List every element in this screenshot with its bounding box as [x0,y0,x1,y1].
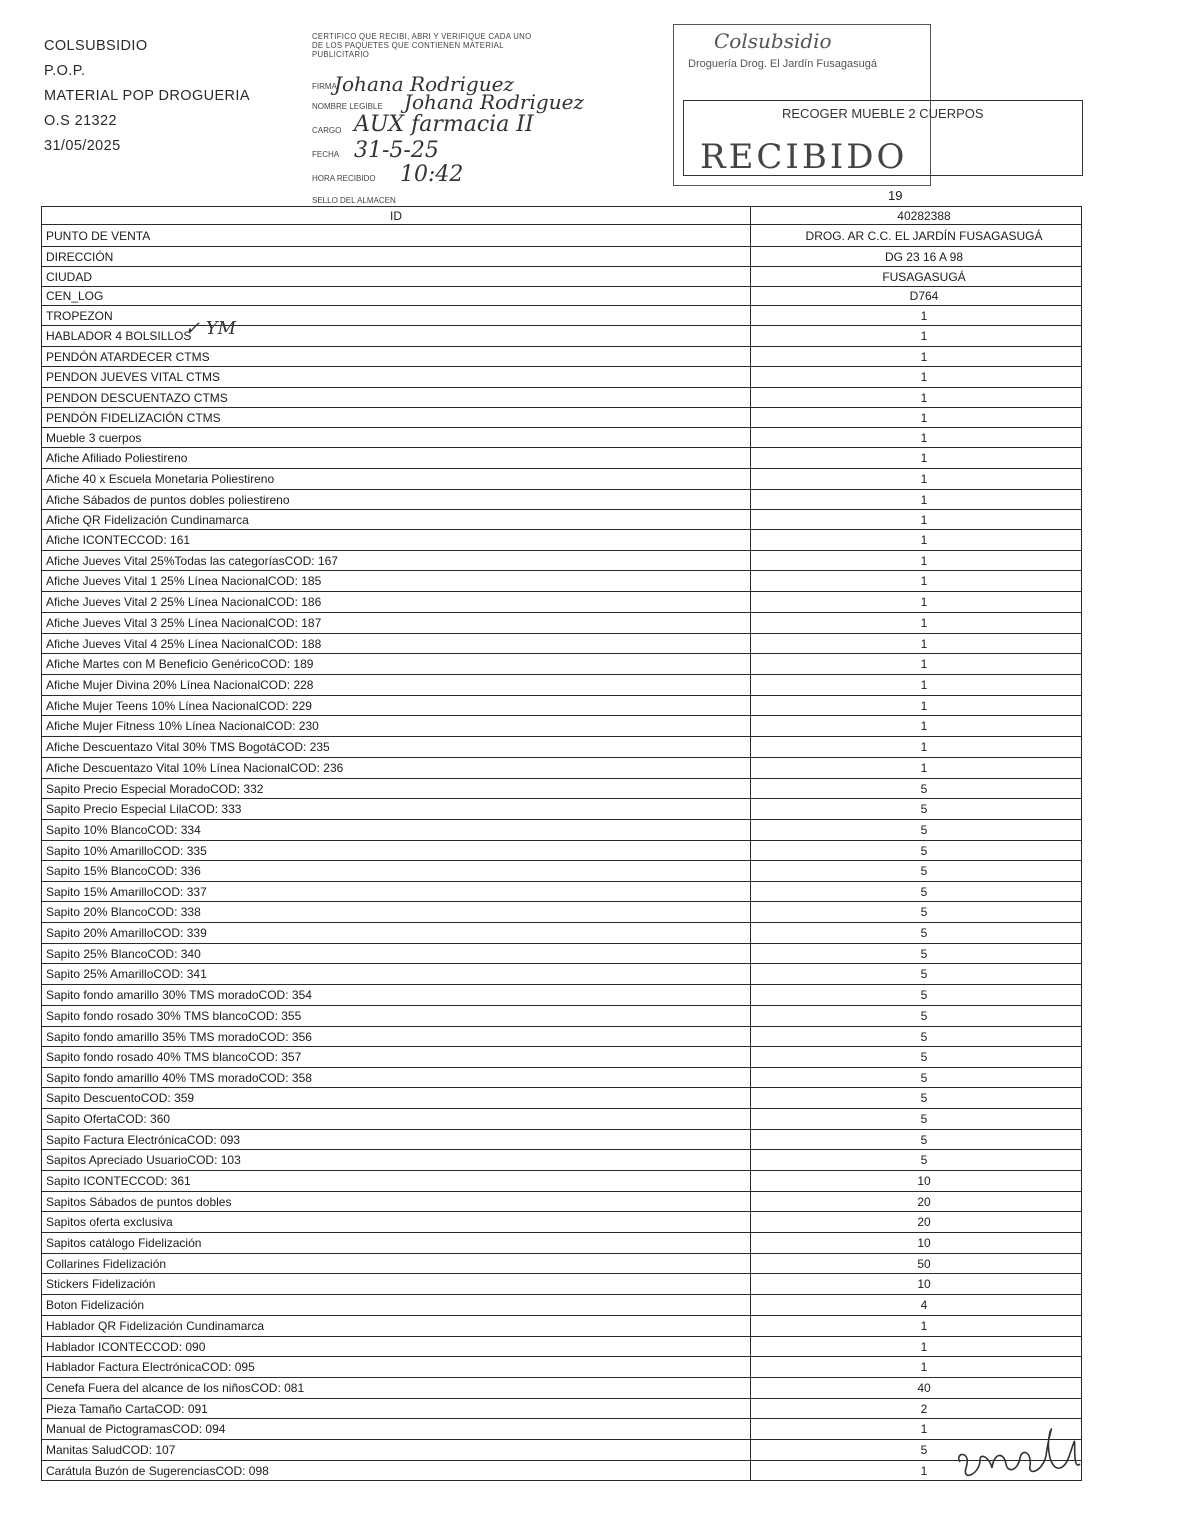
row-label: Sapito fondo amarillo 40% TMS moradoCOD: 358 [42,1068,751,1088]
table-row [42,1316,1082,1337]
row-value: 1 [751,469,1082,490]
row-label: CIUDAD [42,267,751,287]
row-label: PENDON JUEVES VITAL CTMS [42,367,751,388]
row-label: Sapito 15% BlancoCOD: 336 [42,861,751,882]
row-label: Sapito Factura ElectrónicaCOD: 093 [42,1130,751,1150]
stamp-received-text: RECIBIDO [700,137,908,177]
row-value: 5 [751,944,1082,964]
row-label: PUNTO DE VENTA [42,225,751,247]
table-row [42,1068,1082,1088]
order-number: O.S 21322 [44,113,117,129]
firma-value: Johana Rodriguez [334,72,514,96]
row-label: Boton Fidelización [42,1295,751,1316]
table-row [42,716,1082,737]
table-row [42,737,1082,758]
row-value: 1 [751,551,1082,571]
row-value: 40 [751,1378,1082,1399]
row-value: 1 [751,408,1082,428]
row-value: 1 [751,530,1082,551]
table-row [42,1337,1082,1357]
row-label: Sapitos catálogo Fidelización [42,1233,751,1254]
row-label: Sapito ICONTECCOD: 361 [42,1171,751,1192]
table-row [42,469,1082,490]
table-row [42,510,1082,530]
row-value: 1 [751,510,1082,530]
table-row [42,964,1082,985]
row-label: Hablador QR Fidelización Cundinamarca [42,1316,751,1337]
row-value: 10 [751,1171,1082,1192]
row-label: Afiche 40 x Escuela Monetaria Poliestireno [42,469,751,490]
table-row [42,287,1082,306]
table-row [42,1254,1082,1274]
row-value: 1 [751,367,1082,388]
row-label: PENDÓN FIDELIZACIÓN CTMS [42,408,751,428]
tropezon-annotation: ✓ YM [185,318,237,339]
row-value: 1 [751,388,1082,408]
table-row [42,247,1082,267]
row-label: Mueble 3 cuerpos [42,428,751,448]
row-label: Afiche Jueves Vital 3 25% Línea NacionalCOD: 187 [42,613,751,634]
row-value: 5 [751,1130,1082,1150]
row-value: 1 [751,737,1082,758]
row-value: 1 [751,758,1082,779]
row-value: 1 [751,428,1082,448]
table-row [42,1047,1082,1068]
table-row [42,654,1082,675]
row-value: 1 [751,1419,1082,1440]
row-label: Sapito 10% AmarilloCOD: 335 [42,841,751,861]
category-label: P.O.P. [44,63,86,79]
company-name: COLSUBSIDIO [44,38,148,54]
row-value: DG 23 16 A 98 [751,247,1082,267]
certificate-text: CERTIFICO QUE RECIBI, ABRI Y VERIFIQUE CADA UNO DE LOS PAQUETES QUE CONTIENEN MATERIAL PUBLICITARIO [312,32,532,59]
table-row [42,1357,1082,1378]
row-value: 1 [751,448,1082,469]
table-row [42,1027,1082,1047]
table-row [42,1109,1082,1130]
row-label: CEN_LOG [42,287,751,306]
row-value: 1 [751,326,1082,347]
table-row [42,779,1082,799]
row-label: Afiche Mujer Divina 20% Línea NacionalCOD: 228 [42,675,751,696]
row-label: Afiche Jueves Vital 25%Todas las categoríasCOD: 167 [42,551,751,571]
row-label: DIRECCIÓN [42,247,751,267]
row-value: 5 [751,779,1082,799]
row-value: 1 [751,1337,1082,1357]
table-row [42,571,1082,592]
table-row [42,592,1082,613]
row-label: Sapito fondo rosado 30% TMS blancoCOD: 355 [42,1006,751,1027]
row-value: 5 [751,841,1082,861]
fecha-label: FECHA [312,150,340,159]
hora-label: HORA RECIBIDO [312,174,376,183]
nombre-value: Johana Rodriguez [404,90,584,114]
row-label: Sapitos Sábados de puntos dobles [42,1192,751,1212]
table-row [42,1150,1082,1171]
row-label: Sapitos Apreciado UsuarioCOD: 103 [42,1150,751,1171]
table-row [42,551,1082,571]
table-row [42,1006,1082,1027]
row-label: PENDÓN ATARDECER CTMS [42,347,751,367]
row-value: 10 [751,1233,1082,1254]
row-label: Afiche Mujer Fitness 10% Línea NacionalCOD: 230 [42,716,751,737]
table-row [42,820,1082,841]
table-row [42,428,1082,448]
row-value: 5 [751,799,1082,820]
table-row [42,675,1082,696]
row-value: 1 [751,1461,1082,1481]
stamp-logo: Colsubsidio [714,29,832,53]
row-value: 40282388 [751,207,1082,225]
row-value: 50 [751,1254,1082,1274]
row-value: 5 [751,985,1082,1006]
row-value: 5 [751,882,1082,902]
row-label: Sapito fondo amarillo 30% TMS moradoCOD: 354 [42,985,751,1006]
row-value: 1 [751,675,1082,696]
row-label: Sapitos oferta exclusiva [42,1212,751,1233]
row-value: 1 [751,696,1082,716]
table-row [42,367,1082,388]
row-label: ID [42,207,751,225]
table-row [42,1419,1082,1440]
material-label: MATERIAL POP DROGUERIA [44,88,250,104]
row-label: Afiche Descuentazo Vital 30% TMS BogotáCOD: 235 [42,737,751,758]
row-label: Hablador ICONTECCOD: 090 [42,1337,751,1357]
row-label: Sapito Precio Especial MoradoCOD: 332 [42,779,751,799]
row-label: Sapito OfertaCOD: 360 [42,1109,751,1130]
row-value: 5 [751,1006,1082,1027]
hora-row [312,162,464,187]
row-label: Sapito 10% BlancoCOD: 334 [42,820,751,841]
row-label: Afiche Sábados de puntos dobles poliestireno [42,490,751,510]
row-value: D764 [751,287,1082,306]
table-row [42,1212,1082,1233]
cargo-label: CARGO [312,126,342,135]
row-label: Sapito 25% AmarilloCOD: 341 [42,964,751,985]
nombre-label: NOMBRE LEGIBLE [312,102,383,111]
table-row [42,1192,1082,1212]
row-value: 1 [751,654,1082,675]
row-label: Collarines Fidelización [42,1254,751,1274]
table-row [42,347,1082,367]
note-text: RECOGER MUEBLE 2 CUERPOS [782,106,984,121]
row-value: 5 [751,1088,1082,1109]
cargo-value: AUX farmacia II [354,112,534,137]
row-value: 5 [751,1068,1082,1088]
row-label: Afiche Martes con M Beneficio GenéricoCOD: 189 [42,654,751,675]
table-row [42,902,1082,923]
row-label: Sapito Precio Especial LilaCOD: 333 [42,799,751,820]
row-value: 5 [751,902,1082,923]
row-value: 1 [751,613,1082,634]
note-box [683,100,1083,176]
row-label: Afiche Jueves Vital 2 25% Línea NacionalCOD: 186 [42,592,751,613]
row-value: 5 [751,1150,1082,1171]
table-row [42,882,1082,902]
row-value: 1 [751,634,1082,654]
table-row [42,1130,1082,1150]
table-row [42,1171,1082,1192]
table-row [42,490,1082,510]
row-value: FUSAGASUGÁ [751,267,1082,287]
row-label: TROPEZON [42,306,751,326]
row-label: Afiche Afiliado Poliestireno [42,448,751,469]
sheet-number: 19 [888,188,903,203]
row-value: 1 [751,716,1082,737]
row-label: Hablador Factura ElectrónicaCOD: 095 [42,1357,751,1378]
table-row [42,613,1082,634]
row-label: Afiche Jueves Vital 1 25% Línea NacionalCOD: 185 [42,571,751,592]
row-value: DROG. AR C.C. EL JARDÍN FUSAGASUGÁ [751,225,1082,247]
table-row [42,799,1082,820]
row-label: Afiche Jueves Vital 4 25% Línea NacionalCOD: 188 [42,634,751,654]
row-label: Sapito 25% BlancoCOD: 340 [42,944,751,964]
stamp-subtitle: Droguería Drog. El Jardín Fusagasugá [688,58,877,70]
table-row [42,841,1082,861]
row-label: HABLADOR 4 BOLSILLOS [42,326,751,347]
fecha-row [312,138,439,163]
table-row [42,1440,1082,1461]
row-label: Sapito fondo rosado 40% TMS blancoCOD: 357 [42,1047,751,1068]
table-row [42,634,1082,654]
row-value: 1 [751,490,1082,510]
row-label: Sapito 20% AmarilloCOD: 339 [42,923,751,944]
table-row [42,408,1082,428]
document-date: 31/05/2025 [44,138,121,154]
row-label: Pieza Tamaño CartaCOD: 091 [42,1399,751,1419]
row-label: Sapito fondo amarillo 35% TMS moradoCOD: 356 [42,1027,751,1047]
row-value: 10 [751,1274,1082,1295]
row-label: Afiche ICONTECCOD: 161 [42,530,751,551]
row-value: 5 [751,1109,1082,1130]
row-label: Carátula Buzón de SugerenciasCOD: 098 [42,1461,751,1481]
fecha-value: 31-5-25 [354,138,439,163]
row-label: Afiche QR Fidelización Cundinamarca [42,510,751,530]
table-row [42,944,1082,964]
sello-label: SELLO DEL ALMACEN [312,196,396,205]
signature-image [950,1412,1090,1492]
table-row [42,985,1082,1006]
row-value: 5 [751,820,1082,841]
row-value: 1 [751,571,1082,592]
row-label: Manitas SaludCOD: 107 [42,1440,751,1461]
table-row [42,861,1082,882]
row-label: Manual de PictogramasCOD: 094 [42,1419,751,1440]
table-row [42,207,1082,225]
row-value: 1 [751,592,1082,613]
row-value: 5 [751,1440,1082,1461]
table-row [42,225,1082,247]
table-row [42,758,1082,779]
table-row [42,1274,1082,1295]
sello-row [312,196,396,205]
row-label: PENDON DESCUENTAZO CTMS [42,388,751,408]
firma-label: FIRMA [312,82,337,91]
row-value: 5 [751,923,1082,944]
row-label: Stickers Fidelización [42,1274,751,1295]
row-value: 5 [751,964,1082,985]
row-value: 1 [751,347,1082,367]
table-row [42,1233,1082,1254]
row-value: 1 [751,1357,1082,1378]
row-label: Afiche Mujer Teens 10% Línea NacionalCOD: 229 [42,696,751,716]
nombre-row [312,90,584,114]
materials-table [41,206,1082,1481]
row-value: 1 [751,306,1082,326]
table-row [42,1295,1082,1316]
firma-row [312,72,514,96]
row-label: Sapito 15% AmarilloCOD: 337 [42,882,751,902]
table-row [42,448,1082,469]
table-row [42,923,1082,944]
document-header [44,34,250,159]
row-value: 20 [751,1212,1082,1233]
row-value: 5 [751,1047,1082,1068]
hora-value: 10:42 [400,162,464,187]
row-label: Afiche Descuentazo Vital 10% Línea NacionalCOD: 236 [42,758,751,779]
row-label: Sapito DescuentoCOD: 359 [42,1088,751,1109]
table-row [42,1378,1082,1399]
table-row [42,1088,1082,1109]
table-row [42,1399,1082,1419]
table-row [42,267,1082,287]
row-value: 1 [751,1316,1082,1337]
row-value: 5 [751,1027,1082,1047]
row-label: Cenefa Fuera del alcance de los niñosCOD: 081 [42,1378,751,1399]
table-row [42,696,1082,716]
row-label: Sapito 20% BlancoCOD: 338 [42,902,751,923]
row-value: 20 [751,1192,1082,1212]
table-row [42,1461,1082,1481]
row-value: 2 [751,1399,1082,1419]
row-value: 5 [751,861,1082,882]
table-row [42,530,1082,551]
cargo-row [312,112,534,137]
row-value: 4 [751,1295,1082,1316]
table-row [42,388,1082,408]
